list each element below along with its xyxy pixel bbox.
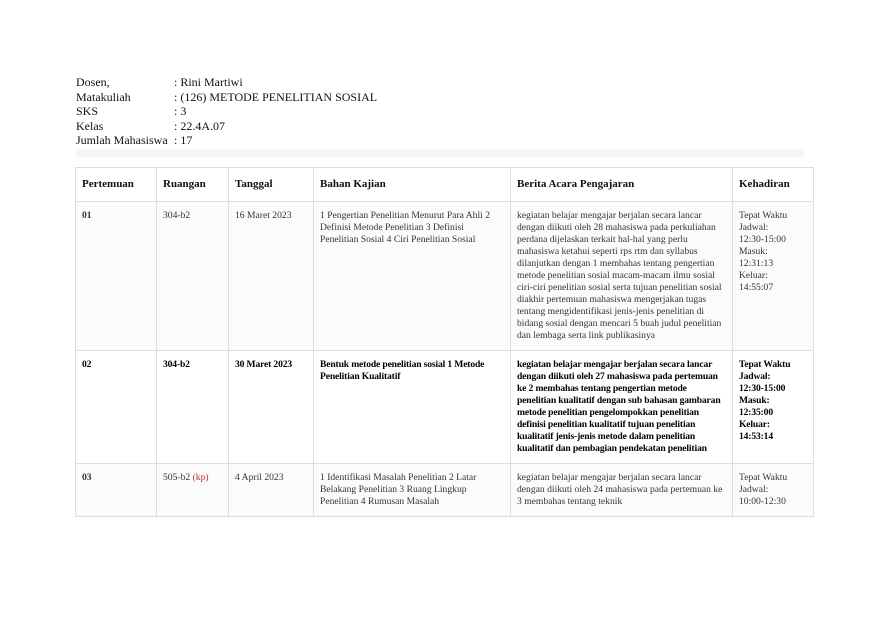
info-value: : 3 <box>174 104 187 118</box>
attendance-value: 12:35:00 <box>739 407 773 418</box>
info-row-dosen <box>76 75 377 90</box>
header-ruangan: Ruangan <box>157 168 229 202</box>
attendance-value: 12:30-15:00 <box>739 383 786 394</box>
cell-ruangan <box>157 464 229 517</box>
info-value: : (126) METODE PENELITIAN SOSIAL <box>174 89 378 104</box>
cell-bahan-kajian: Bentuk metode penelitian sosial 1 Metode Penelitian Kualitatif <box>314 351 511 464</box>
attendance-value: 14:55:07 <box>739 282 774 293</box>
attendance-label: Jadwal: <box>739 484 769 495</box>
attendance-status: Tepat Waktu <box>739 472 788 483</box>
schedule-table <box>75 167 814 517</box>
cell-pertemuan: 03 <box>76 464 157 517</box>
header-kehadiran: Kehadiran <box>733 168 814 202</box>
cell-ruangan <box>157 202 229 351</box>
cell-bahan-kajian: 1 Identifikasi Masalah Penelitian 2 Latar Belakang Penelitian 3 Ruang Lingkup Penelitian 4 Rumusan Masalah <box>314 464 511 517</box>
info-label: Jumlah Mahasiswa <box>76 133 168 147</box>
course-info <box>76 75 377 148</box>
attendance-label: Jadwal: <box>739 222 769 233</box>
attendance-value: 14:53:14 <box>739 431 773 442</box>
table-row <box>76 202 814 351</box>
cell-kehadiran <box>733 464 814 517</box>
attendance-label: Keluar: <box>739 419 770 430</box>
info-value: : 22.4A.07 <box>174 118 225 133</box>
info-label: Dosen, <box>76 75 110 89</box>
ruangan-code: 304-b2 <box>163 359 190 370</box>
info-value: : 17 <box>174 133 193 147</box>
info-value: : Rini Martiwi <box>174 75 243 89</box>
ruangan-tag: (kp) <box>192 472 209 483</box>
attendance-label: Keluar: <box>739 270 768 281</box>
header-berita-acara: Berita Acara Pengajaran <box>511 168 733 202</box>
info-row-sks <box>76 104 377 119</box>
cell-pertemuan: 01 <box>76 202 157 351</box>
info-row-kelas <box>76 119 377 134</box>
attendance-value: 12:30-15:00 <box>739 234 786 245</box>
info-label: Kelas <box>76 118 104 133</box>
table-row <box>76 464 814 517</box>
attendance-label: Masuk: <box>739 246 768 257</box>
cell-bahan-kajian: 1 Pengertian Penelitian Menurut Para Ahli 2 Definisi Metode Penelitian 3 Definisi Penelitian Sosial 4 Ciri Penelitian Sosial <box>314 202 511 351</box>
table-row <box>76 351 814 464</box>
divider-band <box>76 149 804 157</box>
ruangan-code: 505-b2 <box>163 472 191 483</box>
cell-berita-acara: kegiatan belajar mengajar berjalan secara lancar dengan diikuti oleh 28 mahasiswa pada perkuliahan perdana dijelaskan terkait hal-hal yang perlu mahasiswa ketahui seperti rps rtm dan syllabus dilanjutkan dengan 1 membahas tentang pengertian metode penelitian sosial macam-macam ilmu sosial ciri-ciri penelitian sosial serta tujuan penelitian sosial diakhir pertemuan mahasiswa mengerjakan tugas tentang mengidentifikasi jenis-jenis penelitian di bidang sosial dengan mencari 5 buah judul penelitian dan lembaga serta link publikasinya <box>511 202 733 351</box>
cell-ruangan <box>157 351 229 464</box>
attendance-label: Jadwal: <box>739 371 771 382</box>
attendance-status: Tepat Waktu <box>739 359 791 370</box>
cell-tanggal: 4 April 2023 <box>229 464 314 517</box>
attendance-label: Masuk: <box>739 395 770 406</box>
ruangan-code: 304-b2 <box>163 210 191 221</box>
table-header-row <box>76 168 814 202</box>
info-row-matakuliah <box>76 90 377 105</box>
cell-tanggal: 16 Maret 2023 <box>229 202 314 351</box>
cell-tanggal: 30 Maret 2023 <box>229 351 314 464</box>
header-bahan-kajian: Bahan Kajian <box>314 168 511 202</box>
info-label: Matakuliah <box>76 89 131 104</box>
cell-kehadiran <box>733 351 814 464</box>
cell-kehadiran <box>733 202 814 351</box>
cell-berita-acara: kegiatan belajar mengajar berjalan secara lancar dengan diikuti oleh 24 mahasiswa pada pertemuan ke 3 membahas tentang teknik <box>511 464 733 517</box>
cell-berita-acara: kegiatan belajar mengajar berjalan secara lancar dengan diikuti oleh 27 mahasiswa pada pertemuan ke 2 membahas tentang pengertian metode penelitian kualitatif dengan sub bahasan gambaran metode penelitian pengelompokkan penelitian definisi penelitian kualitatif tujuan penelitian kualitatif jenis-jenis metode dalam penelitian kualitatif dan pembagian pendekatan penelitian <box>511 351 733 464</box>
header-tanggal: Tanggal <box>229 168 314 202</box>
header-pertemuan: Pertemuan <box>76 168 157 202</box>
info-row-jumlah-mahasiswa <box>76 133 377 148</box>
info-label: SKS <box>76 104 99 118</box>
cell-pertemuan: 02 <box>76 351 157 464</box>
attendance-status: Tepat Waktu <box>739 210 788 221</box>
attendance-value: 10:00-12:30 <box>739 496 786 507</box>
attendance-value: 12:31:13 <box>739 258 774 269</box>
